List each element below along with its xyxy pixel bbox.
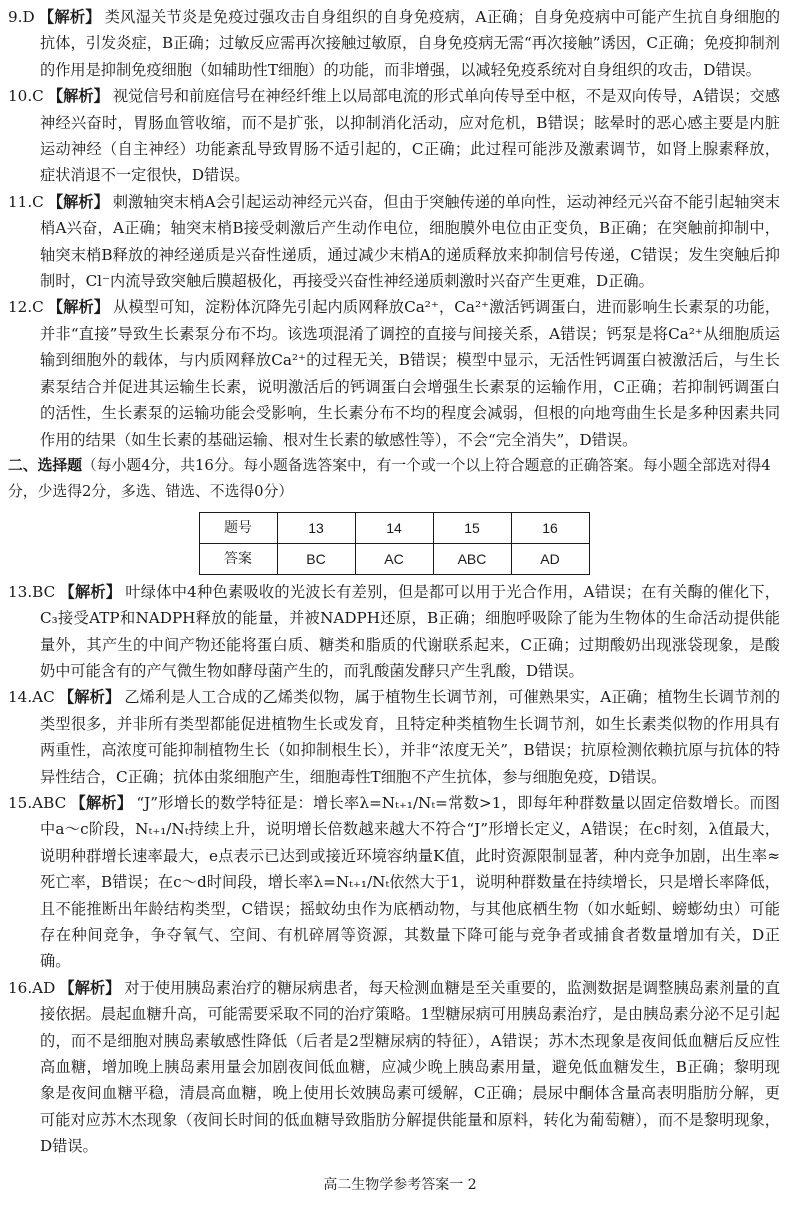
analysis-tag: 【解析】 [47,87,109,106]
answer-item-10 [8,83,780,189]
table-header-cell: 题号 [199,512,277,543]
answer-item-12 [8,294,780,452]
item-text: 从模型可知，淀粉体沉降先引起内质网释放Ca²⁺，Ca²⁺激活钙调蛋白，进而影响生长素泵的功能，并非“直接”导致生长素泵分布不均。该选项混淆了调控的直接与间接关系，A错误；钙泵是将Ca²⁺从细胞质运输到细胞外的载体，与内质网释放Ca²⁺的过程无关，B错误；模型中显示，无活性钙调蛋白被激活后，与生长素泵结合并促进其运输生长素，说明激活后的钙调蛋白会增强生长素泵的运输作用，C正确；若抑制钙调蛋白的活性，生长素泵的运输功能会受影响，生长素分布不均的程度会减弱，但根的向地弯曲生长是多种因素共同作用的结果（如生长素的基础运输、根对生长素的敏感性等），不会“完全消失”，D错误。 [40,298,781,449]
answer-item-11 [8,189,780,295]
item-number: 15.ABC [8,793,67,812]
table-cell: 13 [277,512,355,543]
table-row-numbers [199,512,589,543]
item-text: “J”形增长的数学特征是：增长率λ=Nₜ₊₁/Nₜ=常数>1，即每年种群数量以固定倍数增长。而图中a～c阶段，Nₜ₊₁/Nₜ持续上升，说明增长倍数越来越大不符合“J”形增长定义，A错误；在c时刻，λ值最大，说明种群增长速率最大，e点表示已达到或接近环境容纳量K值，此时资源限制显著，种内竞争加剧，出生率≈死亡率，B错误；在c～d时间段，增长率λ=Nₜ₊₁/Nₜ依然大于1，说明种群数量在持续增长，只是增长率降低，且不能推断出年龄结构类型，C错误；摇蚊幼虫作为底栖动物，与其他底栖生物（如水蚯蚓、螃蟛幼虫）可能存在种间竞争，争夺氧气、空间、有机碎屑等资源，其数量下降可能与竞争者或捕食者数量增加有关，D正确。 [40,793,780,971]
item-text: 类风湿关节炎是免疫过强攻击自身组织的自身免疫病，A正确；自身免疫病中可能产生抗自身细胞的抗体，引发炎症，B正确；过敏反应需再次接触过敏原，自身免疫病无需“再次接触”诱因，C正确；免疫抑制剂的作用是抑制免疫细胞（如辅助性T细胞）的功能，而非增强，以减轻免疫系统对自身组织的攻击，D错误。 [40,8,781,79]
item-text: 视觉信号和前庭信号在神经纤维上以局部电流的形式单向传导至中枢，不是双向传导，A错误；交感神经兴奋时，胃肠血管收缩，而不是扩张，以抑制消化活动，应对危机，B错误；眩晕时的恶心感主要是内脏运动神经（自主神经）功能紊乱导致胃肠不适引起的，C正确；此过程可能涉及激素调节，如肾上腺素释放，症状消退不一定很快，D错误。 [40,87,781,185]
item-number: 9.D [8,8,35,26]
item-number: 14.AC [8,688,55,707]
item-number: 12.C [8,298,44,317]
answer-item-16 [8,975,780,1160]
answer-item-14 [8,684,780,790]
answer-table [199,512,590,575]
answer-list-bottom [8,579,780,1160]
item-text: 叶绿体中4种色素吸收的光波长有差别，但是都可以用于光合作用，A错误；在有关酶的催化下，C₃接受ATP和NADPH释放的能量，并被NADPH还原，B正确；细胞呼吸除了能为生物体的生命活动提供能量外，其产生的中间产物还能将蛋白质、糖类和脂质的代谢联系起来，C正确；过期酸奶出现涨袋现象，是酸奶中可能含有的产气微生物如酵母菌产生的，而乳酸菌发酵只产生乳酸，D错误。 [40,582,780,680]
analysis-tag: 【解析】 [47,192,109,211]
table-cell: AD [511,543,589,574]
item-text: 刺激轴突末梢A会引起运动神经元兴奋，但由于突触传递的单向性，运动神经元兴奋不能引起轴突末梢A兴奋，A正确；轴突末梢B接受刺激后产生动作电位，细胞膜外电位由正变负，B正确；在突触前抑制中，轴突末梢B释放的神经递质是兴奋性递质，通过减少末梢A的递质释放来抑制信号传递，C错误；发生突触后抑制时，Cl⁻内流导致突触后膜超极化，再接受兴奋性神经递质刺激时兴奋产生更难，D正确。 [40,192,781,291]
analysis-tag: 【解析】 [59,582,122,601]
answer-list-top [8,4,780,453]
item-text: 乙烯利是人工合成的乙烯类似物，属于植物生长调节剂，可催熟果实，A正确；植物生长调节剂的类型很多，并非所有类型都能促进植物生长或发育，且特定种类植物生长调节剂，如生长素类似物的作用具有两重性，高浓度可能抑制植物生长（如抑制根生长），并非“浓度无关”，B错误；抗原检测依赖抗原与抗体的特异性结合，C正确；抗体由浆细胞产生，细胞毒性T细胞不产生抗体，参与细胞免疫，D错误。 [40,688,781,786]
analysis-tag: 【解析】 [58,688,121,707]
answer-item-9 [8,4,780,83]
table-cell: 14 [355,512,433,543]
table-header-cell: 答案 [199,543,277,574]
section-title: 二、选择题 [8,456,82,474]
table-cell: BC [277,543,355,574]
analysis-tag: 【解析】 [47,298,110,317]
table-cell: 15 [433,512,511,543]
section-instructions: （每小题4分，共16分。每小题备选答案中，有一个或一个以上符合题意的正确答案。每小题全部选对得4分，少选得2分，多选、错选、不选得0分） [8,456,771,501]
table-cell: AC [355,543,433,574]
analysis-tag: 【解析】 [38,8,101,26]
answer-item-13 [8,579,780,685]
item-number: 16.AD [8,978,56,997]
item-number: 11.C [8,192,44,211]
section-heading [8,453,780,506]
analysis-tag: 【解析】 [70,793,133,812]
item-number: 13.BC [8,582,56,601]
item-number: 10.C [8,87,44,106]
item-text: 对于使用胰岛素治疗的糖尿病患者，每天检测血糖是至关重要的，监测数据是调整胰岛素剂量的直接依据。晨起血糖升高，可能需要采取不同的治疗策略。1型糖尿病可用胰岛素治疗，是由胰岛素分泌不足引起的，而不是细胞对胰岛素敏感性降低（后者是2型糖尿病的特征），A错误；苏木杰现象是夜间低血糖后反应性高血糖，增加晚上胰岛素用量会加剧夜间低血糖，应减少晚上胰岛素用量，避免低血糖发生，B正确；黎明现象是夜间血糖平稳，清晨高血糖，晚上使用长效胰岛素可缓解，C正确；晨尿中酮体含量高表明脂肪分解，更可能对应苏木杰现象（夜间长时间的低血糖导致脂肪分解提供能量和原料，转化为葡萄糖），而不是黎明现象，D错误。 [40,978,781,1156]
analysis-tag: 【解析】 [59,978,121,997]
table-cell: ABC [433,543,511,574]
table-row-answers [199,543,589,574]
table-cell: 16 [511,512,589,543]
page-footer: 高二生物学参考答案一 2 [323,1177,477,1193]
answer-item-15 [8,790,780,975]
